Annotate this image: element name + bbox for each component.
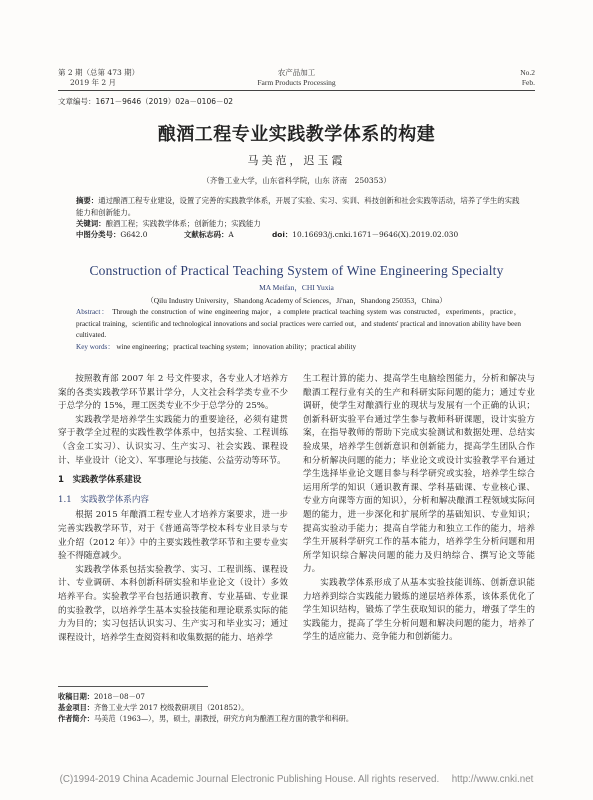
doi-label: doi：: [272, 230, 293, 240]
copyright-watermark: (C)1994-2019 China Academic Journal Electronic Publishing House. All rights reserved. http://www.cnki.net: [59, 774, 534, 785]
classification-line: [76, 229, 521, 240]
affiliation-cn: （齐鲁工业大学，山东省科学院，山东 济南 250353）: [202, 176, 391, 185]
keywords-cn-body: 酿酒工程；实践教学体系；创新能力；实践能力: [105, 219, 261, 229]
abstract-cn-label: 摘要：: [76, 196, 99, 205]
footnote-fund: [58, 703, 528, 714]
paragraph: 生工程计算的能力、提高学生电脑绘图能力，分析和解决与酿酒工程行业有关的生产和科研实际问题的能力；通过专业调研，使学生对酿酒行业的现状与发展有一个正确的认识；创新科研实验平台通过学生参与教师科研课题，设计实验方案，在指导教师的帮助下完成实验测试和数据处理、总结实验成果，培养学生创新意识和创新能力，提高学生团队合作和分析解决问题的能力；毕业论文或设计实验教学平台通过学生选择毕业论文题目参与科学研究或实验，培养学生综合运用所学的知识（通识教育课、学科基础课、专业核心课、专业方向课等方面的知识），分析和解决酿酒工程领域实际问题的能力，进一步深化和扩展所学的基础知识、专业知识；提高实验动手能力；提高自学能力和独立工作的能力，培养学生开展科学研究工作的基本能力，培养学生分析问题和用所学知识综合解决问题的能力及归纳综合、撰写论文等能力。: [303, 374, 535, 575]
clc: [76, 229, 147, 240]
authors-cn: 马美范，迟玉霞: [247, 154, 346, 167]
header-month-en: Feb.: [521, 78, 535, 87]
footnote-received: [58, 692, 528, 703]
authors-en: MA Meifan，CHI Yuxia: [259, 283, 334, 292]
subsection-heading: 1.1 实践教学体系内容: [58, 494, 150, 505]
body-left-column: [58, 373, 288, 645]
paragraph: 实践教学是培养学生实践能力的重要途径，必须有建贯穿于教学全过程的实践性教学体系中，包括实验、工程训练（含金工实习）、认识实习、生产实习、社会实践、课程设计、毕业设计（论文）、军事理论与技能、公益劳动等环节。: [58, 414, 288, 466]
author-value: 马美范（1963—），男，硕士，副教授，研究方向为酿酒工程方面的教学和科研。: [93, 713, 354, 723]
keywords-cn: [76, 218, 521, 229]
footnote-rule: [58, 686, 208, 687]
page-title: 酿酒工程专业实践教学体系的构建: [157, 124, 436, 145]
fund-value: 齐鲁工业大学 2017 校级教研项目（201852）。: [93, 702, 249, 712]
paragraph: 实践教学体系形成了从基本实验技能训练、创新意识能力培养到综合实践能力锻炼的递层培养体系，该体系优化了学生知识结构，锻炼了学生获取知识的能力，增强了学生的实践能力，提高了学生分析问题和解决问题的能力，培养了学生的适应能力、竞争能力和创新能力。: [303, 577, 535, 643]
abstract-en-body: Through the construction of wine engineering major，a complete practical teaching system was constructed，experiments，practice，practical training，scientific and technological innovations and social practices were carried out，and students' practical and innovation ability have been cultivated.: [76, 308, 521, 340]
clc-value: G642.0: [120, 230, 148, 240]
article-number: 文章编号：1671－9646（2019）02a－0106－02: [58, 97, 234, 106]
abstract-en: [76, 307, 521, 354]
fund-label: 基金项目：: [58, 702, 94, 712]
abstract-cn-text: [76, 195, 521, 218]
header-rule: [58, 90, 535, 91]
header-journal-cn: 农产品加工: [277, 68, 316, 77]
keywords-en: [76, 342, 521, 354]
paragraph: 实践教学体系包括实验教学、实习、工程训练、课程设计、专业调研、本科创新科研实验和毕业论文（设计）多效培养平台。实验教学平台包括通识教育、专业基础、专业课的实验教学，以培养学生基本实验技能和理论联系实际的能力为目的；实习包括认识实习、生产实习和毕业实习；通过课程设计，培养学生查阅资料和收集数据的能力、培养学: [58, 564, 288, 643]
received-value: 2018－08－07: [93, 692, 145, 701]
doc-value: A: [228, 230, 234, 240]
author-label: 作者简介：: [58, 713, 94, 723]
keywords-en-body: wine engineering；practical teaching system；innovation ability；practical ability: [116, 343, 357, 352]
affiliation-en: （Qilu Industry University，Shandong Academy of Sciences，Ji'nan，Shandong 250353，China）: [146, 296, 447, 305]
footnote: [58, 692, 528, 724]
header-issue-en: No.2: [520, 68, 535, 77]
title-en: Construction of Practical Teaching System of Wine Engineering Specialty: [89, 263, 504, 278]
doi-value: 10.16693/j.cnki.1671－9646(X).2019.02.030: [292, 230, 459, 240]
abstract-cn: [76, 195, 521, 240]
footnote-author: [58, 714, 528, 725]
paragraph: 根据 2015 年酿酒工程专业人才培养方案要求，进一步完善实践教学环节，对于《普通高等学校本科专业目录与专业介绍（2012 年）》中的主要实践性教学环节和主要专业实验不得随意减少。: [58, 510, 288, 562]
section-heading: 1 实践教学体系建设: [58, 475, 142, 486]
paragraph: 按照教育部 2007 年 2 号文件要求，各专业人才培养方案的各类实践教学环节累计学分，人文社会科学类专业不少于总学分的 15%，理工医类专业不少于总学分的 25%。: [58, 374, 288, 412]
doi: [272, 229, 458, 240]
body-right-column: [303, 373, 535, 645]
header-journal-en: Farm Products Processing: [257, 78, 336, 87]
doc-code: [184, 229, 234, 240]
received-label: 收稿日期：: [58, 692, 94, 701]
header-issue-cn: 第 2 期（总第 473 期）: [58, 68, 140, 77]
abstract-cn-body: 通过酿酒工程专业建设，设置了完善的实践教学体系，开展了实验、实习、实训、科技创新和社会实践等活动，培养了学生的实践能力和创新能力。: [76, 196, 520, 217]
doc-label: 文献标志码：: [184, 230, 229, 240]
keywords-cn-label: 关键词：: [76, 219, 106, 229]
clc-label: 中图分类号：: [76, 230, 121, 240]
abstract-en-text: [76, 307, 521, 342]
header-date-cn: 2019 年 2 月: [70, 78, 117, 87]
abstract-en-label: Abstract：: [76, 308, 110, 316]
keywords-en-label: Key words：: [76, 343, 115, 352]
